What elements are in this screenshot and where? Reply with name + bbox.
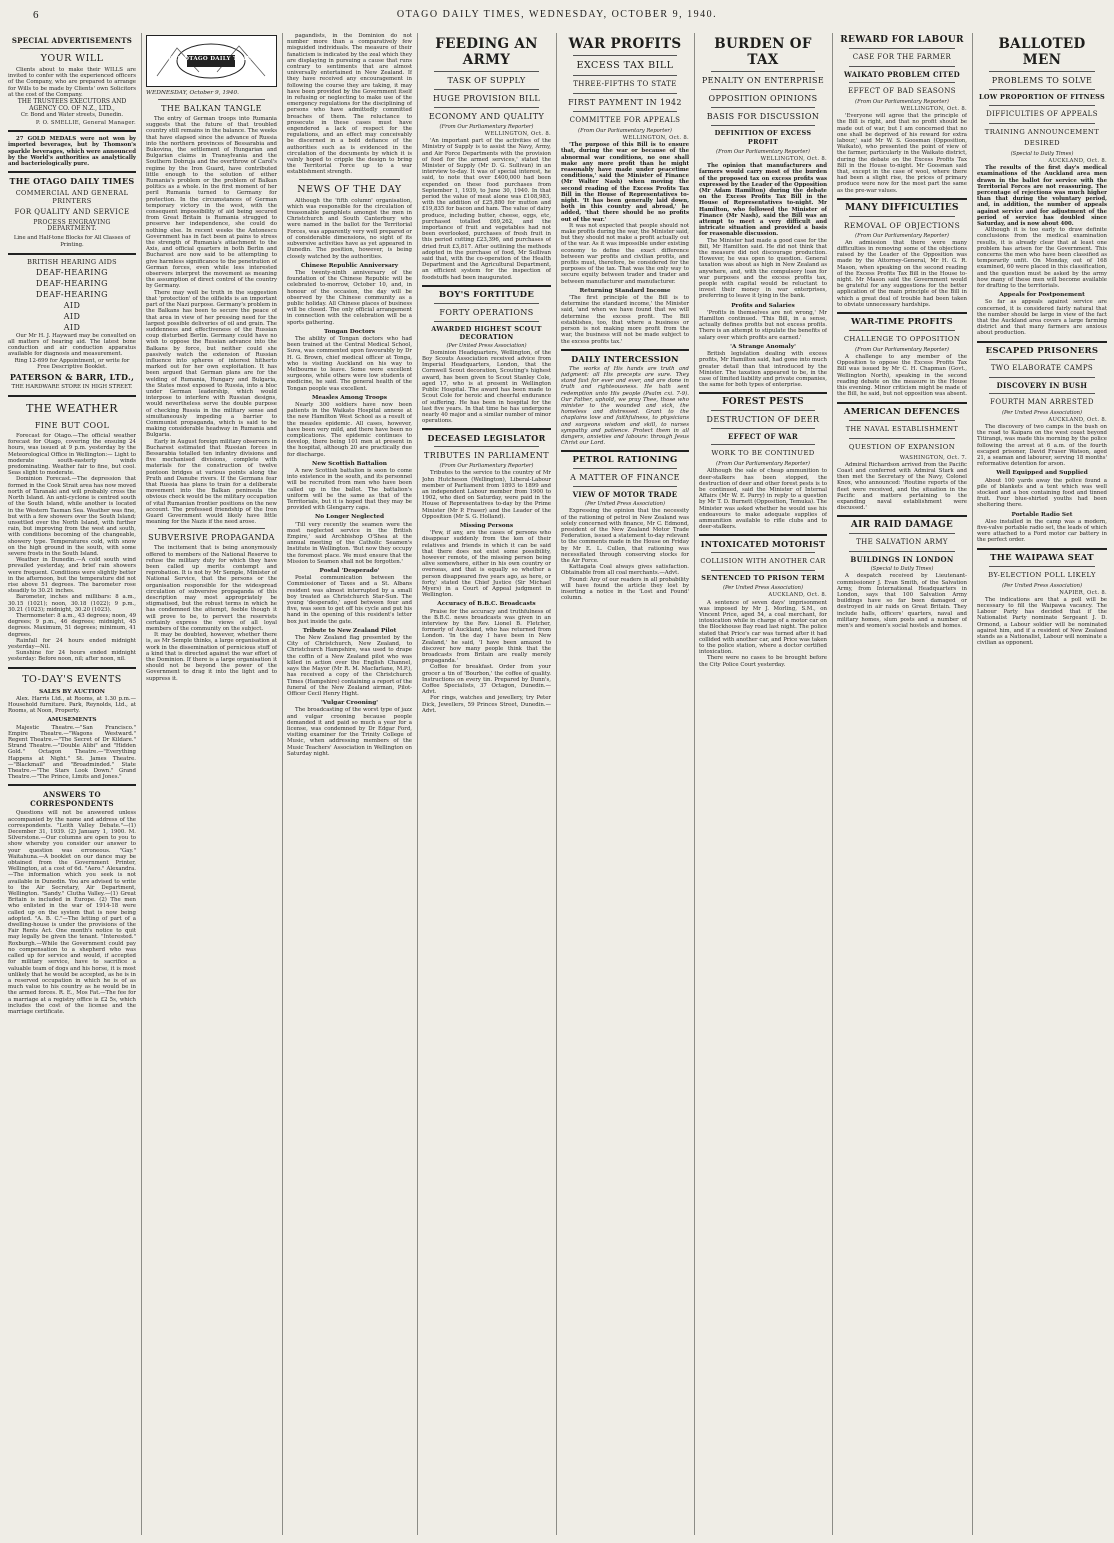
rule [849, 216, 955, 217]
manager-name: P. O. SMELLIE, General Manager. [35, 120, 136, 127]
rule [989, 377, 1095, 378]
rule [711, 444, 815, 445]
rule [977, 341, 1107, 343]
rule [711, 107, 815, 108]
rule [849, 48, 955, 49]
rule [849, 533, 955, 534]
rule [573, 75, 677, 76]
coal-ad: Kattagata Coal always gives satisfaction. Obtainable from all coal merchants.—Advt. [561, 564, 689, 577]
rule [711, 89, 815, 90]
rule [989, 123, 1095, 124]
rule [434, 321, 539, 322]
column-rule [832, 33, 833, 1535]
raid-text: A despatch received by Lieutenant-commissioner J. Evan Smith, of the Salvation Army, from International Headquarters in London, says that 100 Salvation Army buildings have so far been damaged or destroyed in air raids on Great Britain. They include halls, officers' quarters, naval and military homes, slum posts and a number of men's and women's social hostels and homes. [837, 573, 967, 629]
balloted-lead: The results of the first day's medical examinations of the Auckland area men drawn in the ballot for service with the Territorial Forces are not reassuring. The percentage of rejections was much higher than that during the voluntary period, and, in addition, the number of appeals against service and for adjustment of the period of service has doubled since Saturday, and is now about 400. [977, 165, 1107, 228]
anomaly-text: British legislation dealing with excess profits, Mr Hamilton said, had gone into much greater detail than that introduced by the Minister. The taxation appeared to be, in the case of limited liability and private companies, the same for both types of enterprise. [699, 351, 827, 389]
your-will-heading: YOUR WILL [40, 53, 104, 64]
blocks-text: Line and Half-tone Blocks for All Classes of Printing. [13, 234, 131, 248]
motorist-sub-2: SENTENCED TO PRISON TERM [701, 574, 825, 583]
balloted-dateline: AUCKLAND, Oct. 8. [1048, 158, 1107, 164]
labour-text: 'Everyone will agree that the principle of the Bill is right, and that no profit should be made out of war, but I am concerned that no one shall be deprived of his reward for extra labour,' said Mr W. S. Goosman (Opposition, Waikato), who presented the point of view of the farmer, particularly in the Waikato district, during the debate on the Excess Profits Tax Bill in the House to-night. Mr Goosman said that, except in the case of wool, where there had been a slight rise, the prices of primary produce were now for the most part the same as the pre-war values. [837, 113, 967, 194]
waipawa-heading: THE WAIPAWA SEAT [990, 552, 1094, 563]
boys-heading: BOY'S FORTITUDE [438, 289, 535, 300]
printers-heading: COMMERCIAL AND GENERAL PRINTERS [15, 189, 129, 206]
army-sub-3: ECONOMY AND QUALITY [428, 112, 545, 121]
army-text: 'An important part of the activities of the Ministry of Supply is to assist the Navy, Army, and Air Force Departments with the provision of food for the armed services,' stated the Minister of Supply (Mr D. G. Sullivan) in an interview to-day. It was of special interest, he said, to note that over £400,000 had been expended on these food purchases from September 1, 1939, to June 30, 1940. In that period the value of meat alone was £108,983, with the addition of £25,880 for mutton and £19,835 for bacon and ham. The value of dairy produce, including butter, cheese, eggs, etc, purchased totalled £69,262, and the importance of fruit and vegetables had not been overlooked, purchases of fresh fruit in this period cutting £23,396, and purchases of dried fruit £3,817. After outlining the methods adopted in the purchase of food, Mr Sullivan said that, with the co-operation of the Health Department and the Agricultural Department, an efficient system for the inspection of foodstuffs had been inaugurated. [422, 138, 551, 281]
waipawa-sub: BY-ELECTION POLL LIKELY [988, 570, 1096, 579]
tongan-text: The ability of Tongan doctors who had been trained at the Central Medical School, Suva, was commented upon favourably by Dr H. G. Brown, chief medical officer at Tonga, who is visiting Auckland on his way to Melbourne to leave. Some were excellent surgeons, while others were low students of medicine, he said. The general health of the Tongan people was excellent. [287, 335, 412, 392]
sales-text: Alex. Harris Ltd., at Rooms, at 1.30 p.m.—Household furniture. Park, Reynolds, Ltd., at Rooms, at Noon, Property. [8, 695, 136, 715]
quality-heading: FOR QUALITY AND SERVICE [14, 208, 130, 217]
boys-press: (Per United Press Association) [446, 342, 527, 349]
amusements-text: Majestic Theatre.—"San Francisco." Empire Theatre.—"Wagons Westward." Regent Theatre.—"The Secret of Dr Kildare." Strand Theatre.—"Double Alibi" and "Hidden Gold." Octagon Theatre.—"Everything Happens at Night." St. James Theatre.—"Blackmail" and "Broadminded." State Theatre.—"The Stars Look Down." Grand Theatre.—"The Prince, Limits and Jones." [8, 724, 136, 781]
army-dateline: WELLINGTON, Oct. 8. [484, 131, 551, 137]
labour-dateline: WELLINGTON, Oct. 8. [900, 106, 967, 112]
news-p1: Although the 'fifth column' organisation, which was responsible for the circulation of treasonable pamphlets amongst the men in Christchurch and South Canterbury who were named in the ballot for the Territorial Forces, was apparently very well prepared or of considerable dimensions, no sight of its subversive activities have as yet appeared in Dunedin. The position, however, is being closely watched by the authorities. [287, 197, 412, 260]
wartime-text: A challenge to any member of the Opposition to oppose the Excess Profits Tax Bill was issued by Mr C. H. Chapman (Govt., Wellington North), speaking in the second reading debate on the measure in the House this evening. Minor criticism might be made of the Bill, he said, but not opposition was absent. [837, 354, 967, 398]
editorial-dateline: WEDNESDAY, October 9, 1940. [146, 90, 240, 96]
rule [434, 89, 539, 90]
rule [849, 551, 955, 552]
chinese-text: The twenty-ninth anniversary of the foundation of the Chinese Republic will be celebrated to-morrow, October 10, and, in honour of the occasion, the day will be observed by the Chinese community as a public holiday. All Chinese places of business will be closed. The only official arrangement in connection with the celebration will be a sports gathering. [287, 269, 412, 326]
rainfall-text: Rainfall for 24 hours ended midnight yesterday—Nil. [8, 637, 136, 650]
forest-sub-1: DESTRUCTION OF DEER [706, 415, 820, 425]
rule [8, 171, 136, 173]
intercession-text: The works of His hands are truth and judgment: all His precepts are sure. They stand fast for ever and ever, and are done in truth and righteousness. He hath sent redemption unto His people (Psalm cxi. 7-9). Our Father, uphold, we pray Thee, those who minister to the wounded and sick, the homeless and distressed. Grant to the chaplains love and faithfulness, to physicians and surgeons wisdom and skill, to nurses sympathy and patience. Protect them in all dangers, anxieties and labours: through Jesus Christ our Lord. [561, 365, 689, 447]
balkan-p1: The entry of German troops into Rumania suggests that the future of that troubled country still remains in the balance. The weeks that have elapsed since the advance of Russia into the northern provinces of Bessarabia and Bukovina, the settlement of Hungarian and Bulgarian claims in Transylvania and the Southern Dobruja and the overthrow of Carol's regime by the Iron Guard, have contributed little enough to the solution of either Rumania's problem or the problem of Balkan politics as a whole. In the first moment of her peril Rumania turned to Germany for protection. In the circumstances of German temporary victory in the west, with the consequent impossibility of aid being secured from Great Britain is Rumania strugged to preserve her independence, she could do nothing else. In recent weeks the Antonescu Government has in fact been at pains to stress the strength of Rumania's attachment to the Axis, and official quarters in both Berlin and Bucharest are now said to be attempting to give harmless significance to the penetration of German forces, even while less interested observers interpret the movement as meaning the assumption of direct control of the country by Germany. [146, 116, 277, 290]
vulgar-heading: 'Vulgar Crooning' [320, 700, 379, 707]
waipawa-press: (Per United Press Association) [1001, 582, 1083, 589]
barometer-text: Barometer, inches and millibars: 8 a.m., 30.15 (1021); noon, 30.18 (1022); 9 p.m., 30.21 (1023); midnight, 30.20 (1023). [8, 594, 136, 613]
trustees-name: THE TRUSTEES EXECUTORS AND AGENCY CO. OF N.Z., LTD., [17, 98, 127, 113]
rule [989, 393, 1095, 394]
rule [8, 130, 136, 132]
forest-heading: FOREST PESTS [722, 397, 804, 408]
rule [989, 105, 1095, 106]
rule [977, 548, 1107, 550]
tongan-heading: Tongan Doctors [323, 328, 376, 335]
rule [989, 566, 1095, 567]
burden-heading: BURDEN OF TAX [714, 36, 812, 68]
balloted-special: (Special to Daily Times) [1010, 151, 1074, 157]
raid-heading: AIR RAID DAMAGE [850, 520, 954, 531]
motorist-text-2: There were no cases to be brought before the City Police Court yesterday. [699, 655, 827, 668]
american-text: Admiral Richardson arrived from the Pacific Coast and conferred with Admiral Stark and then met the Secretary of the Navy, Colonel Knox, who announced: 'Routine reports of the fleet were received, and the situation in the Pacific and matters pertaining to the expanding naval establishment were discussed.' [837, 461, 967, 512]
coffee-ad: Coffee for breakfast. Order from your grocer a tin of 'Bourbon,' the coffee of quality. Instructions on every tin. Prepared by Dunn's, Coffee Specialists, 37 Octagon, Dunedin.—Advt. [422, 664, 551, 696]
burden-sub-1: PENALTY ON ENTERPRISE [701, 76, 825, 85]
war-sub-4: COMMITTEE FOR APPEALS [569, 116, 681, 124]
difficulties-reporter: (From Our Parliamentary Reporter) [855, 232, 949, 239]
page-number: 6 [33, 9, 40, 21]
rule [573, 111, 677, 112]
rule [837, 402, 967, 404]
trustees-address: Cr. Bond and Water streets, Dunedin. [20, 112, 124, 119]
column-2 [146, 33, 277, 1535]
burden-sub-2: OPPOSITION OPINIONS [708, 94, 818, 103]
subversive-p2: It may be doubted, however, whether there is, as Mr Semple thinks, a large organisation at work in the dissemination of pernicious stuff of a kind that is directed against the war effort of the Dominion. If there is a large organisation it should not be beyond the power of the Government to drag it into the light and to suppress it. [146, 632, 277, 682]
war-text: It was not expected that people should not make profits during the war, the Minister said, but they should not make a profit actually out of the war. As it was impossible under existing economy to define the exact difference between war profits and civilian profits, and profits must, therefore, be considered for the purposes of the tax. That was the only way to secure equity between trader and trader and between manufacturer and manufacturer. [561, 222, 689, 285]
equipped-text: About 100 yards away the police found a pile of blankets and a tent which was well stocked and a box containing food and tinned fruit. Four blue-shirted youths had been sheltering there. [977, 477, 1107, 509]
neglected-heading: No Longer Neglected [314, 514, 385, 521]
anomaly-heading: 'A Strange Anomaly' [730, 343, 796, 350]
rule [849, 66, 955, 67]
column-rule [282, 33, 283, 1535]
tribute-text: The New Zealand flag presented by the City of Christchurch, New Zealand, to Christchurch Hampshire, was used to drape the coffin of a New Zealand pilot who was killed in action over the English Channel, says the Mayor (Mr R. M. Macfarlane, M.P.), has received a copy of the Christchurch Times (Hampshire) containing a report of the funeral of the New Zealand airman, Pilot-Officer Cecil Henry Hight. [287, 635, 412, 697]
lost-found-ad: Found: Any of our readers in all probability will have found the article they lost by inserting a notice in the 'Lost and Found' column. [561, 576, 689, 602]
rule [299, 179, 400, 180]
weather-heading: THE WEATHER [26, 402, 118, 416]
burden-reporter: (From Our Parliamentary Reporter) [716, 149, 810, 155]
aid-3: AID [63, 322, 81, 332]
rule [158, 99, 265, 100]
difficulties-text: An admission that there were many difficulties in removing some of the objections raised by the Leader of the Opposition was made by the Attorney-General, Mr H. G. R. Mason, when speaking on the second reading of the Excess Profits Tax Bill in the House to-night. Mr Mason said the Government would be grateful for any suggestions for the better application of the main principle of the Bill in which a great deal of trouble had been taken to obviate unnecessary hardships. [837, 239, 967, 308]
army-sub-1: TASK OF SUPPLY [447, 76, 526, 85]
bbc-heading: Accuracy of B.B.C. Broadcasts [437, 601, 536, 608]
column-rule [141, 33, 142, 1535]
rule [573, 468, 677, 469]
neglected-text: 'Till very recently the seamen were the most neglected service in the British Empire,' said Archbishop O'Shea at the annual meeting of the Catholic Seamen's Institute in Wellington. 'But now they occupy the foremost place. We must ensure that the Mission to Seamen shall not be forgotten.' [287, 521, 412, 565]
deaf-hearing-3: DEAF-HEARING [36, 289, 108, 299]
bbc-text: Praise for the accuracy and truthfulness of the B.B.C. news broadcasts was given in an interview by the Rev. Lionel B. Fletcher, formerly of Auckland, who has returned from London. 'In the day I have been in New Zealand,' he said, 'I have been amazed to discover how many people think that the broadcasts from Britain are really merely propaganda.' [422, 608, 551, 665]
answers-heading: ANSWERS TO CORRESPONDENTS [30, 790, 114, 809]
balloted-sub-2: LOW PROPORTION OF FITNESS [978, 93, 1105, 101]
missing-text: 'Few, if any, are the cases of persons who disappear suddenly from the ken of their relatives and friends in which it can be said that there does not exist some possibility, however remote, of the missing person being alive somewhere, either in his own country or overseas, and that is equally so whether a person disappeared five years ago, as here, or forty,' stated the Chief Justice (Sir Michael Myers) in a Court of Appeal judgment in Wellington. [422, 530, 551, 599]
petrol-press: (Per United Press Association) [584, 501, 666, 508]
waipawa-text: The indications are that a poll will be necessary to fill the Waipawa vacancy. The Labour Party has decided that if the Nationalist Party nominate Sergeant J. D. Ormond, a Labour soldier will be nominated against him, and if a resident of New Zealand stands as a Nationalist, Labour will nominate a civilian as opponent. [977, 596, 1107, 647]
rule [989, 359, 1095, 360]
rule [434, 107, 539, 108]
deaf-hearing-1: DEAF-HEARING [36, 267, 108, 277]
profits-text: 'Profits in themselves are not wrong,' Mr Hamilton continued. 'This Bill, in a sense, actually defines profits but not excess profits. There is an attempt to stipulate the benefits of salary over which profits are earned.' [699, 309, 827, 341]
rule [699, 534, 827, 536]
motorist-text: A sentence of seven days' imprisonment was imposed by Mr J. Morling, S.M., on Vincent Price, aged 54, a coal merchant, for intoxication while in charge of a motor car on the Blockhouse Bay road last night. The police stated that Price's car was turned after it had collided with another car, and Price was taken to the police station, where a doctor certified intoxication. [699, 599, 827, 656]
difficulties-sub: REMOVAL OF OBJECTIONS [843, 220, 961, 230]
rule [711, 410, 815, 411]
american-dateline: WASHINGTON, Oct. 7. [899, 454, 967, 461]
escaped-sub-3: FOURTH MAN ARRESTED [990, 397, 1094, 406]
petrol-heading: PETROL RATIONING [572, 455, 678, 466]
desperado-text: Postal communication between the Commissioner of Taxes and a St. Albans resident was almost interrupted by a small boy treated as Christchurch Star-Sun. The young 'desperado,' aged between four and five, was seen to get off his cycle and put his hand in the opening of this resident's letter box just inside the gate. [287, 575, 412, 625]
rule [849, 82, 955, 83]
rule [573, 93, 677, 94]
escaped-sub-1: TWO ELABORATE CAMPS [990, 363, 1094, 372]
rule [8, 784, 136, 786]
column-6 [699, 33, 827, 1535]
balkan-p2: There may well be truth in the suggestion that 'protection' of the oilfields is an important part of the Nazi purpose. Germany's problem in the Balkans has been to secure the peace of that area in view of her pressing need for the largest possible deliveries of oil and grain. The suddenness and effectiveness of the Russian coup disturbed Berlin. Germany could have no wish to oppose the Russian advance into the Balkans by force, but neither could she passively watch the extension of Russian influence into spheres of interest hitherto marked out for her own exploitation. It has been argued that German plans are for the welding of Rumania, Hungary and Bulgaria, the States most exposed to Russia, into a bloc under German leadership, which would interpose to interfere with Russian designs, would nevertheless serve the double purpose of checking Russia in the military sense and simultaneously impeding a barrier to Communist propaganda, which is said to be making considerable headway in Rumania and Bulgaria. [146, 289, 277, 439]
subversive-p1: The incitement that is being anonymously offered to members of the National Reserve to refuse the military duty for which they have been called up merits contempt and reprobation. It is not by Mr Semple, Minister of National Service, that the persons or the organisation responsible for the widespread circulation of subversive propaganda of this description may most appropriately be stigmatised, but the robust terms in which he has condemned the attempt, feeble though it will prove to be, to pervert the reservists certainly express the views of all loyal members of the community on the subject. [146, 545, 277, 633]
returning-text: 'The first principle of the Bill is to determine the standard income,' the Minister said, 'and when we have found that we will determine the excess profit. The Bill establishes, too, that where a business or person is not making more profit from the war, the business will not be made subject to the excess profits tax.' [561, 295, 689, 345]
war-dateline: WELLINGTON, Oct. 8. [622, 135, 689, 141]
rule [561, 450, 689, 452]
hearing-heading: BRITISH HEARING AIDS [27, 257, 117, 266]
balloted-sub-1: PROBLEMS TO SOLVE [991, 76, 1093, 85]
labour-heading: REWARD FOR LABOUR [840, 35, 964, 45]
labour-reporter: (From Our Parliamentary Reporter) [855, 99, 949, 105]
postponement-heading: Appeals for Postponement [999, 292, 1085, 299]
column-4 [422, 33, 551, 1535]
odt-heading: THE OTAGO DAILY TIMES [9, 176, 135, 187]
deaf-hearing-2: DEAF-HEARING [36, 278, 108, 288]
column-rule [417, 33, 418, 1535]
escaped-press: (Per United Press Association) [1001, 409, 1083, 416]
subversive-heading: SUBVERSIVE PROPAGANDA [148, 533, 275, 543]
masthead-title: OTAGO DAILY TIMES, WEDNESDAY, OCTOBER 9, 1940. [396, 9, 718, 20]
rule [837, 312, 967, 314]
rule [573, 55, 677, 56]
labour-sub-1: CASE FOR THE FARMER [852, 53, 952, 61]
rule [711, 552, 815, 553]
war-heading: WAR PROFITS [568, 36, 682, 52]
aid-2: AID [63, 311, 81, 321]
column-7 [837, 33, 967, 1535]
american-sub-2: QUESTION OF EXPANSION [848, 442, 956, 451]
tribute-heading: Tribute to New Zealand Pilot [302, 627, 397, 634]
subversive-continued: pagandists, in the Dominion do not number more than a comparatively few misguided individuals. The measure of their fanaticism is indicated by the zeal which they are displaying in pursuing a cause that runs contrary to sentiments that are almost universally entertained in New Zealand. If they have received any encouragement in following the course they are taking, it may have been provided by the Government itself in refusing or neglecting to make use of the emergency regulations for the disciplining of persons who have admittedly committed breaches of them. The reluctance to prosecute in these cases must have engendered a lack of respect for the regulations, and an effect may conceivably be discerned in a bold defiance of the authorities such as is evidenced in the circulation of the documents by which it is vainly hoped to cripple the design to bring the Territorial Force up to a war establishment strength. [287, 33, 412, 176]
rule [989, 71, 1095, 72]
news-heading: NEWS OF THE DAY [297, 183, 402, 195]
rule [711, 570, 815, 571]
rule [422, 285, 551, 287]
american-heading: AMERICAN DEFENCES [843, 406, 961, 417]
burden-lead: The opinion that manufacturers and farmers would carry most of the burden of the proposed tax on excess profits was expressed by the Leader of the Opposition (Mr Adam Hamilton) during the debate on the Excess Profits Tax Bill in the House of Representatives to-night. Mr Hamilton, who followed the Minister of Finance (Mr Nash), said the Bill was an attempt to meet a very difficult and intricate situation and provided a basis for reasonable discussion. [699, 163, 827, 238]
rule [158, 528, 265, 529]
hardware-text: THE HARDWARE STORE IN HIGH STREET. [11, 384, 133, 391]
rule [699, 392, 827, 394]
answers-text: Questions will not be answered unless accompanied by the name and address of the correspondents. "Leith Valley Debate."—(1) December 31, 1939. (2) January 1, 1900. M. Silverstone.—Our columns are open to you to show whereby you consider our answer to your question was erroneous. "Gay." Waitahuna.—A booklet on our dance may be obtained from the Government Printer, Wellington, at a cost of 6d. "Aero." Alexandra.—The information which you seek is not available in Dunedin. You are advised to write to the Air Secretary, Air Department, Wellington. "Sandy." Clutha Valley.—(1) Great Britain is included in Europe. (2) The men who enlisted in the war of 1914-18 were called up on the system that is now being adopted. "A. B. C."—The letting of part of a dwelling-house is under the provisions of the Fair Rents Act. One month's notice to quit may legally be given the tenant. "Interested." Roxburgh.—While the Government could pay no compensation to a shepherd who was called up for service and would, if accepted for military service, have to sacrifice a valuable team of dogs and his horse, it is most unlikely that he would be accepted, as he is in a reserved occupation in which he is of as much value to his country as he would be in the armed forces. R. E., Mos Fat.—The fee for a marriage at a registry office is £2 5s, which includes the cost of the license and the marriage certificate. [8, 810, 136, 1015]
burden-dateline: WELLINGTON, Oct. 8. [760, 156, 827, 162]
war-sub-2: THREE-FIFTHS TO STATE [573, 80, 677, 88]
aid-1: AID [63, 300, 81, 310]
odt-logo [146, 35, 277, 87]
amusements-heading: AMUSEMENTS [47, 717, 97, 724]
waipawa-dateline: NAPIER, Oct. 8. [1059, 589, 1107, 596]
dominion-forecast: Dominion Forecast.—The depression that formed in the Cook Strait area has now moved north of Taranaki and will probably cross the North Island. An anti-cyclone is centred south of the South Island, while another is located in the Western Tasman Sea. Weather was fine, but with a few showers over the South Island; unsettled over the North Island, with further rain, but improving from the west and south, with conditions becoming of the changeable, showery type. Temperatures cold, with snow on the high ground in the south, with some severe frosts in the South Island. [8, 476, 136, 557]
forecast-text: Forecast for Otago.—The official weather forecast for Otago, covering the ensuing 24 hours, was issued at 9 p.m. yesterday by the Meteorological Office in Wellington:— Light to moderate south-easterly winds predominating. Weather fair to fine, but cool. Seas slight to moderate. [8, 433, 136, 477]
logo-text: THE OTAGO DAILY TIMES [167, 56, 256, 62]
balloted-text: Although it is too early to draw definite conclusions from the medical examination results, it is already clear that at least one problem has arisen for the Government. This concerns the men who have been classified as temporarily unfit. On Monday, out of 168 examined, 60 were placed in this classification, and the question must be asked by the army how many of these men will become available for drafting to the territorials. [977, 227, 1107, 290]
army-heading: FEEDING AN ARMY [435, 36, 538, 68]
raid-sub-1: THE SALVATION ARMY [856, 538, 948, 547]
legislator-sub: TRIBUTES IN PARLIAMENT [424, 451, 549, 461]
rule [434, 446, 539, 447]
rule [711, 125, 815, 126]
masthead [0, 0, 1114, 28]
raid-sub-2: BUILDINGS IN LONDON [850, 555, 954, 565]
legislator-text: Tributes to the service to the country of Mr John Hutcheson (Wellington), Liberal-Labour member of Parliament from 1893 to 1899 and an independent Labour member from 1900 to 1902, who died on Saturday, were paid in the House of Representatives to-day by the Prime Minister (Mr P. Fraser) and the Leader of the Opposition (Mr S. G. Holland). [422, 470, 551, 520]
column-5 [561, 33, 689, 1535]
army-reporter: (From Our Parliamentary Reporter) [439, 124, 534, 130]
army-sub-2: HUGE PROVISION BILL [432, 94, 541, 103]
weather-subheading: FINE BUT COOL [34, 421, 110, 431]
rule [711, 71, 815, 72]
rule [849, 420, 955, 421]
profits-heading: Profits and Salaries [731, 302, 795, 309]
war-lead: 'The purpose of this Bill is to ensure that, during the war or because of the abnormal war conditions, no one shall make any more profit than he might reasonably have made under peacetime conditions,' said the Minister of Finance (Mr Walter Nash) when moving the second reading of the Excess Profits Tax Bill in the House of Representatives to-night. 'It has been generally laid down, both in this country and abroad,' he added, 'that there should be no profits out of the war.' [561, 142, 689, 223]
burden-text: The Minister had made a good case for the Bill, Mr Hamilton said. He did not think that the measure did not discourage production. However, he was open to question. General taxation was about as high in New Zealand as anywhere, and, with the compulsory loan for war purposes and the excess profits tax, people with capital would be reluctant to invest their money in war enterprises, preferring to leave it lying in the bank. [699, 237, 827, 300]
war-reporter: (From Our Parliamentary Reporter) [578, 128, 672, 134]
sunshine-text: Sunshine for 24 hours ended midnight yesterday: Before noon, nil; after noon, nil. [8, 650, 136, 663]
labour-sub-3: EFFECT OF BAD SEASONS [848, 87, 956, 95]
legislator-heading: DECEASED LEGISLATOR [427, 433, 546, 444]
rule [20, 48, 124, 49]
equipped-heading: Well Equipped and Supplied [996, 470, 1088, 477]
balkan-p3: Early in August foreign military observers in Bucharest estimated that Russian forces in Bessarabia totalled ten infantry divisions and five mechanised divisions, complete with materials for the construction of twelve pontoon bridges at various points along the Pruth and Danube rivers. If the Germans fear that Russia has plans to train for a deliberate movement into the Balkan peninsula the obvious check would be the military occupation of vital Rumanian frontier positions on the new account. The professed friendship of the Iron Guard Government would likely have little meaning for the Nazis if the need arose. [146, 438, 277, 526]
rule [422, 428, 551, 430]
postponement-text: So far as appeals against service are concerned, it is considered fairly natural that the number should be large in view of the fact that the Auckland area covers a large farming district and that many farmers are anxious about production. [977, 299, 1107, 337]
chinese-heading: Chinese Republic Anniversary [300, 262, 399, 269]
wartime-heading: WAR-TIME PROFITS [850, 317, 954, 328]
escaped-dateline: AUCKLAND, Oct. 8. [1048, 416, 1107, 423]
rule [561, 349, 689, 351]
rule [711, 428, 815, 429]
rule [8, 667, 136, 669]
rule [8, 253, 136, 255]
burden-sub-4: DEFINITION OF EXCESS PROFIT [714, 129, 812, 146]
vulgar-text: The broadcasting of the worst type of jazz and vulgar crooning because people demanded it and paid so much a year for a license, was condemned by Dr Edgar Ford, visiting examiner for the Trinity College of Music, when addressing members of the Music Teachers' Association in Wellington on Saturday night. [287, 707, 412, 757]
balloted-heading: BALLOTED MEN [998, 36, 1086, 68]
petrol-sub-2: VIEW OF MOTOR TRADE [572, 490, 678, 500]
will-text: Clients about to make their WILLS are invited to confer with the experienced officers of the Company, who are prepared to arrange for Wills to be made by Clients' own Solicitors at the cost of the Company. [8, 67, 136, 98]
motorist-heading: INTOXICATED MOTORIST [700, 539, 826, 550]
escaped-text: The discovery of two camps in the bush on the road to Kaipara on the west coast beyond Titirangi, was made this morning by the police following the arrest at 6 a.m. of the fourth escaped prisoner, David Fraser Watson, aged 21, a seaman and labourer, serving 18 months' reformative detention for arson. [977, 423, 1107, 468]
petrol-text: Expressing the opinion that the necessity of the rationing of petrol in New Zealand was solely concerned with finance, Mr C. Edmond, president of the New Zealand Motor Trade Federation, issued a statement to-day relevant to the comments made in the House on Friday by Mr E. L. Cullen, that rationing was necessitated through conserving stocks for the Air Force. [561, 508, 689, 564]
legislator-reporter: (From Our Parliamentary Reporter) [439, 463, 534, 470]
measles-text: Nearly 300 soldiers have now been patients in the Waikato Hospital annexe at the new Hamilton West School as a result of the measles epidemic. All cases, however, have been very mild, and there have been no complications. The epidemic continues to develop, there being 101 men at present in the hospital, although 20 are practically due for discharge. [287, 401, 412, 458]
balkan-heading: THE BALKAN TANGLE [161, 104, 262, 113]
rule [434, 303, 539, 304]
burden-sub-3: BASIS FOR DISCUSSION [706, 112, 820, 121]
wartime-reporter: (From Our Parliamentary Reporter) [855, 347, 949, 354]
rule [989, 89, 1095, 90]
forest-reporter: (From Our Parliamentary Reporter) [716, 461, 810, 468]
column-rule [694, 33, 695, 1535]
dunedin-weather: Weather in Dunedin.—A cold south wind prevailed yesterday, and brief rain showers were frequent. Conditions were slightly better in the afternoon, but the temperature did not rise above 51 degrees. The barometer rose steadily to 30.21 inches. [8, 557, 136, 595]
scottish-heading: New Scottish Battalion [312, 460, 387, 467]
war-sub-3: FIRST PAYMENT IN 1942 [568, 98, 682, 107]
forest-sub-3: WORK TO BE CONTINUED [711, 449, 815, 458]
motorist-press: (Per United Press Association) [722, 585, 804, 592]
motorist-sub-1: COLLISION WITH ANOTHER CAR [700, 557, 826, 566]
balloted-sub-4: TRAINING ANNOUNCEMENT DESIRED [984, 128, 1100, 147]
sales-heading: SALES BY AUCTION [39, 688, 105, 695]
column-rule [972, 33, 973, 1535]
escaped-sub-2: DISCOVERY IN BUSH [996, 380, 1088, 390]
american-sub-1: THE NAVAL ESTABLISHMENT [845, 424, 959, 433]
raid-special: (Special to Daily Times) [870, 566, 934, 573]
rule [837, 198, 967, 200]
returning-heading: Returning Standard Income [579, 287, 671, 294]
special-ads-heading: SPECIAL ADVERTISEMENTS [11, 36, 133, 45]
column-8 [977, 33, 1107, 1535]
boys-sub-2: AWARDED HIGHEST SCOUT DECORATION [431, 324, 542, 341]
measles-heading: Measles Among Troops [311, 394, 388, 401]
desperado-heading: Postal 'Desperado' [319, 568, 380, 575]
rule [434, 71, 539, 72]
events-heading: TO-DAY'S EVENTS [22, 673, 122, 685]
petrol-sub-1: A MATTER OF FINANCE [570, 473, 680, 483]
process-heading: PROCESS ENGRAVING DEPARTMENT. [33, 219, 111, 233]
boys-text: Dominion Headquarters, Wellington, of the Boy Scouts Association received advice from Imperial Headquarters, London, that the Cornwell Scout decoration, Scouting's highest award, has been given to Scout Stanley Cole, aged 17, who is at present in Wellington Public Hospital. The award has been made to Scout Cole for heroic and cheerful endurance of suffering. He has been in hospital for the last five years. In that time he has undergone nearly 40 major and a similar number of minor operations. [422, 349, 551, 425]
column-rule [556, 33, 557, 1535]
hayward-text: Our Mr H. J. Hayward may be consulted on all matters of hearing aid. The latest bone conduction and air conduction apparatus available for diagnosis and measurement. [8, 332, 136, 358]
gold-medals-ad: 27 GOLD MEDALS were not won by imported beverages, but by Thomson's sparkle beverages, which were announced by the World's authorities as analytically and bacteriologically pure. [8, 136, 136, 168]
war-sub-1: EXCESS TAX BILL [576, 60, 674, 71]
difficulties-heading: MANY DIFFICULTIES [845, 202, 959, 213]
wartime-sub: CHALLENGE TO OPPOSITION [843, 335, 961, 344]
radio-heading: Portable Radio Set [1011, 511, 1073, 518]
boys-sub-1: FORTY OPERATIONS [439, 307, 534, 317]
thermometer-text: Thermometer: 8 a.m., 43 degrees; noon, 49 degrees; 9 p.m., 46 degrees; midnight, 45 degrees. Maximum, 51 degrees; minimum, 41 degrees. [8, 612, 136, 638]
rule [837, 515, 967, 517]
scottish-text: A new Scottish battalion is soon to come into existence in the south, and its personnel will be recruited from men who have been called up in the ballot. The battalion's uniform will be the same as that of the Territorials, but it is hoped that they may be provided with Glengarry caps. [287, 468, 412, 512]
rule [8, 395, 136, 397]
forest-sub-2: EFFECT OF WAR [728, 432, 798, 442]
forest-text: Although the sale of cheap ammunition to deer-stalkers has been stopped, the destruction of deer and other forest pests is to be continued, said the Minister of Internal Affairs (Mr W. E. Parry) in reply to a question by Mr T. D. Burnett (Opposition, Temuka). The Minister was asked whether he would use his endeavours to make adequate supplies of ammunition available to rifle clubs and to deer-stalkers. [699, 468, 827, 531]
intercession-heading: DAILY INTERCESSION [571, 353, 679, 364]
jeweller-ad: For rings, watches and jewellery, try Peter Dick, Jewellers, 59 Princes Street, Dunedin.—Advt. [422, 695, 551, 714]
ring-text: Ring 12-699 for Appointment, or write for Free Descriptive Booklet. [14, 357, 130, 370]
column-1 [8, 33, 136, 1535]
balloted-sub-3: DIFFICULTIES OF APPEALS [986, 110, 1098, 118]
labour-sub-2: WAIKATO PROBLEM CITED [843, 70, 960, 79]
missing-heading: Missing Persons [459, 522, 514, 529]
rule [849, 438, 955, 439]
motorist-dateline: AUCKLAND, Oct. 8. [768, 592, 827, 599]
column-3 [287, 33, 412, 1535]
rule [849, 330, 955, 331]
radio-text: Also installed in the camp was a modern, five-valve portable radio set, the leads of which were attached to a Ford motor car battery in the perfect order. [977, 518, 1107, 544]
paterson-name: PATERSON & BARR, LTD., [9, 372, 135, 383]
escaped-heading: ESCAPED PRISONERS [985, 345, 1099, 356]
rule [573, 486, 677, 487]
